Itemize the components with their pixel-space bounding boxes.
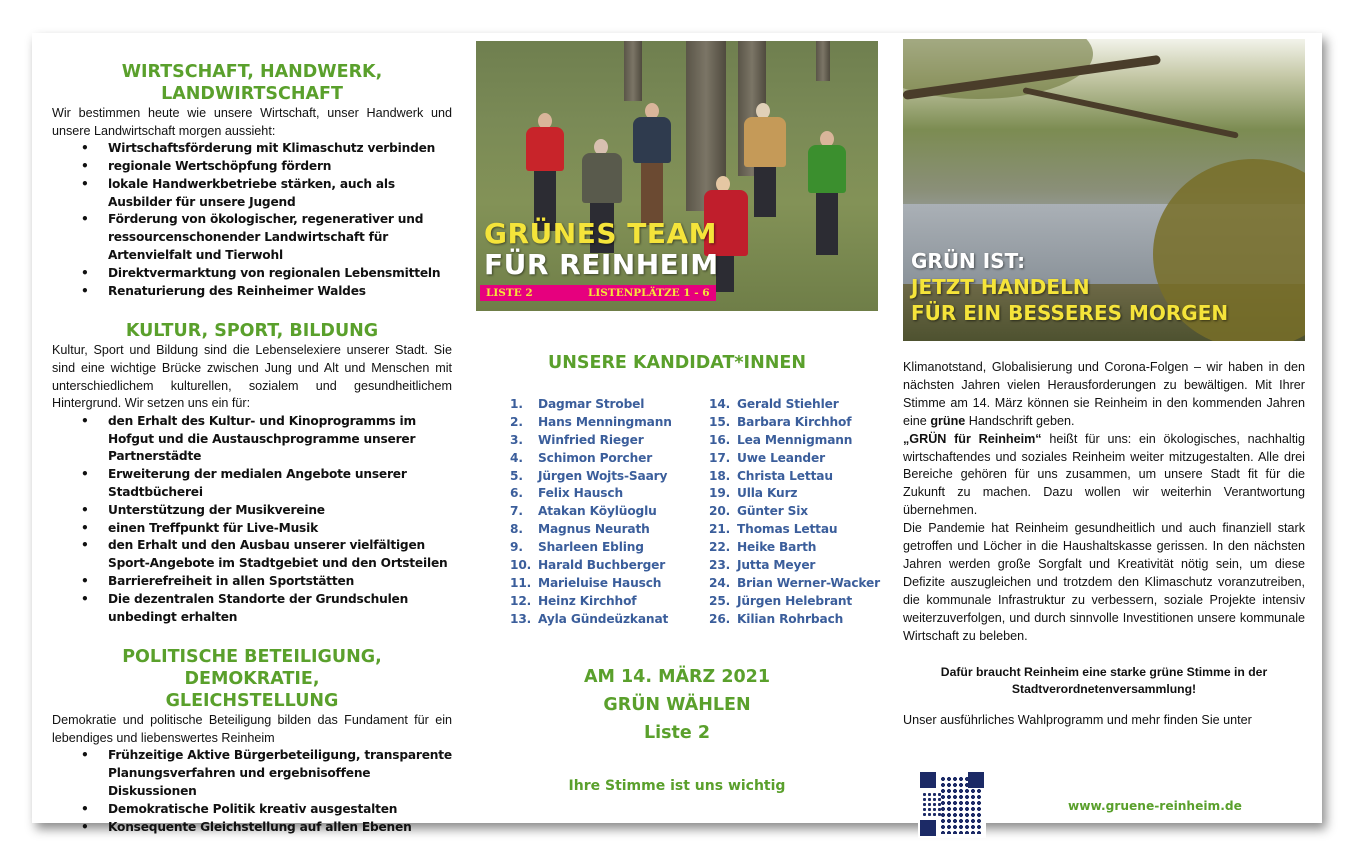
list-places-label: LISTENPLÄTZE 1 - 6 bbox=[588, 287, 710, 299]
branch bbox=[1022, 87, 1238, 139]
candidate-name: Harald Buchberger bbox=[538, 558, 666, 573]
left-column bbox=[52, 61, 452, 836]
photo-headline-2: JETZT HANDELN bbox=[911, 275, 1090, 299]
candidate-name: Schimon Porcher bbox=[538, 450, 653, 465]
candidate-row bbox=[510, 594, 672, 612]
candidate-name: Magnus Neurath bbox=[538, 522, 650, 537]
candidate-row bbox=[510, 540, 672, 558]
bullet-item: • regionale Wertschöpfung fördern bbox=[108, 158, 452, 176]
candidate-number: 2. bbox=[510, 414, 523, 429]
team-photo bbox=[476, 41, 878, 311]
candidate-number: 14. bbox=[709, 397, 731, 411]
paragraph bbox=[903, 359, 1305, 431]
candidate-number: 21. bbox=[709, 522, 731, 537]
candidate-row bbox=[510, 504, 672, 522]
candidate-row bbox=[709, 522, 880, 540]
bullet-item: • den Erhalt und den Ausbau unserer vielfältigen Sport-Angebote im Stadtgebiet und den Ortsteilen bbox=[108, 537, 452, 573]
slogan: Ihre Stimme ist uns wichtig bbox=[568, 778, 786, 794]
candidate-number: 20. bbox=[709, 504, 731, 519]
strong-statement bbox=[903, 664, 1305, 700]
candidates-list bbox=[476, 397, 881, 629]
bullet-item: • Direktvermarktung von regionalen Lebensmitteln bbox=[108, 265, 452, 283]
candidate-number: 22. bbox=[709, 540, 731, 555]
candidate-row bbox=[709, 397, 880, 415]
candidate-row bbox=[709, 469, 880, 487]
candidate-number: 5. bbox=[510, 468, 523, 483]
candidate-row bbox=[709, 504, 880, 522]
candidate-row bbox=[510, 451, 672, 469]
candidate-name: Felix Hausch bbox=[538, 486, 624, 501]
bullet-item: • Frühzeitige Aktive Bürgerbeteiligung, transparente Planungsverfahren und ergebnisoffene Diskussionen bbox=[108, 747, 452, 800]
tree-trunk bbox=[624, 41, 642, 101]
bullet-item: • Barrierefreiheit in allen Sportstätten bbox=[108, 573, 452, 591]
vote-green: GRÜN WÄHLEN bbox=[603, 695, 751, 715]
candidate-name: Kilian Rohrbach bbox=[737, 611, 844, 626]
text-bold: grüne bbox=[930, 413, 966, 428]
title-line: LANDWIRTSCHAFT bbox=[161, 84, 343, 104]
text-span: Handschrift geben. bbox=[965, 413, 1075, 428]
candidate-row bbox=[510, 415, 672, 433]
bullet-item: • Konsequente Gleichstellung auf allen Ebenen bbox=[108, 819, 452, 837]
candidate-row bbox=[510, 397, 672, 415]
section-title-economy bbox=[52, 61, 452, 105]
bullet-item: • Renaturierung des Reinheimer Waldes bbox=[108, 283, 452, 301]
candidate-number: 6. bbox=[510, 486, 523, 501]
candidate-number: 9. bbox=[510, 540, 523, 555]
candidate-number: 11. bbox=[510, 575, 532, 590]
photo-headline-2: FÜR REINHEIM bbox=[484, 248, 719, 281]
tree-trunk bbox=[816, 41, 830, 81]
candidate-name: Günter Six bbox=[737, 504, 809, 519]
candidate-row bbox=[510, 486, 672, 504]
bullet-item: • Förderung von ökologischer, regenerativer und ressourcenschonender Landwirtschaft für Artenvielfalt und Tierwohl bbox=[108, 211, 452, 264]
section-title-culture: KULTUR, SPORT, BILDUNG bbox=[125, 321, 379, 342]
candidate-number: 8. bbox=[510, 522, 523, 537]
candidate-row bbox=[709, 486, 880, 504]
culture-intro: Kultur, Sport und Bildung sind die Lebenselexiere unserer Stadt. Sie sind eine wichtige Brücke zwischen Jung und Alt und Menschen mit unterschiedlichem kulturellen, sozialem und gesundheitlichem Hintergrund. Wir setzen uns ein für: bbox=[52, 343, 452, 411]
candidate-name: Atakan Köylüoglu bbox=[538, 504, 657, 519]
vote-list: Liste 2 bbox=[643, 723, 711, 743]
candidate-row bbox=[709, 558, 880, 576]
lake-photo bbox=[903, 39, 1305, 341]
candidate-number: 18. bbox=[709, 468, 731, 483]
candidate-row bbox=[709, 415, 880, 433]
middle-column bbox=[476, 41, 881, 797]
candidate-name: Lea Mennigmann bbox=[737, 432, 853, 447]
candidate-number: 10. bbox=[510, 558, 532, 573]
candidates-column-1 bbox=[510, 397, 672, 630]
text-span: Klimanotstand, Globalisierung und Corona-Folgen – wir haben in den nächsten Jahren vielen Herausforderungen zu bewältigen. Mit Ihrer Stimme am 14. März können sie Reinheim in den kommenden Jahren eine bbox=[903, 360, 1305, 428]
bullet-item: • Unterstützung der Musikvereine bbox=[108, 502, 452, 520]
candidate-number: 4. bbox=[510, 450, 523, 465]
candidate-row bbox=[709, 433, 880, 451]
culture-bullets bbox=[52, 413, 452, 627]
title-line: WIRTSCHAFT, HANDWERK, bbox=[121, 62, 383, 82]
candidate-name: Brian Werner-Wacker bbox=[737, 575, 881, 590]
candidate-name: Ulla Kurz bbox=[737, 486, 798, 501]
candidate-name: Barbara Kirchhof bbox=[737, 414, 852, 429]
bullet-item: • Erweiterung der medialen Angebote unserer Stadtbücherei bbox=[108, 466, 452, 502]
candidate-row bbox=[709, 540, 880, 558]
right-column bbox=[903, 39, 1305, 727]
candidate-row bbox=[709, 594, 880, 612]
more-info-text: Unser ausführliches Wahlprogramm und mehr finden Sie unter bbox=[903, 713, 1252, 728]
candidate-name: Dagmar Strobel bbox=[538, 397, 645, 411]
text-span: Stadtverordnetenversammlung! bbox=[1011, 682, 1197, 697]
list-label: LISTE 2 bbox=[486, 287, 533, 299]
candidate-name: Hans Menningmann bbox=[538, 414, 672, 429]
website-link[interactable]: www.gruene-reinheim.de bbox=[1068, 799, 1242, 813]
candidates-column-2 bbox=[709, 397, 880, 630]
bullet-item: • einen Treffpunkt für Live-Musik bbox=[108, 520, 452, 538]
candidate-number: 24. bbox=[709, 575, 731, 590]
candidate-number: 23. bbox=[709, 558, 731, 573]
candidate-name: Thomas Lettau bbox=[737, 522, 838, 537]
photo-headline-1: GRÜN IST: bbox=[911, 249, 1026, 273]
qr-code[interactable] bbox=[918, 770, 986, 838]
candidate-name: Heinz Kirchhof bbox=[538, 593, 637, 608]
bullet-item: • Die dezentralen Standorte der Grundschulen unbedingt erhalten bbox=[108, 591, 452, 627]
candidate-row bbox=[510, 469, 672, 487]
candidate-row bbox=[510, 433, 672, 451]
democracy-bullets bbox=[52, 747, 452, 836]
candidate-row bbox=[510, 576, 672, 594]
candidate-number: 26. bbox=[709, 611, 731, 626]
candidate-name: Winfried Rieger bbox=[538, 432, 644, 447]
candidate-number: 13. bbox=[510, 611, 532, 626]
candidate-number: 15. bbox=[709, 414, 731, 429]
candidate-name: Jürgen Wojts-Saary bbox=[538, 468, 668, 483]
candidate-number: 7. bbox=[510, 504, 523, 519]
candidate-name: Sharleen Ebling bbox=[538, 540, 644, 555]
candidate-name: Jürgen Helebrant bbox=[737, 593, 853, 608]
candidate-row bbox=[709, 576, 880, 594]
candidate-name: Gerald Stiehler bbox=[737, 397, 839, 411]
vote-date: AM 14. MÄRZ 2021 bbox=[583, 667, 771, 687]
candidate-number: 17. bbox=[709, 450, 731, 465]
candidate-row bbox=[510, 558, 672, 576]
candidate-number: 3. bbox=[510, 432, 523, 447]
bullet-item: • lokale Handwerkbetriebe stärken, auch als Ausbilder für unsere Jugend bbox=[108, 176, 452, 212]
candidate-name: Ayla Gündeüzkanat bbox=[538, 611, 669, 626]
photo-headline-3: FÜR EIN BESSERES MORGEN bbox=[911, 301, 1229, 325]
bullet-item: • Demokratische Politik kreativ ausgestalten bbox=[108, 801, 452, 819]
title-line: GLEICHSTELLUNG bbox=[165, 691, 339, 712]
candidate-number: 1. bbox=[510, 397, 523, 411]
photo-headline-1: GRÜNES TEAM bbox=[484, 217, 718, 250]
main-text bbox=[903, 359, 1305, 727]
candidate-name: Uwe Leander bbox=[737, 450, 825, 465]
democracy-intro: Demokratie und politische Beteiligung bilden das Fundament für ein lebendiges und liebenswertes Reinheim bbox=[52, 713, 452, 745]
bullet-item: • Wirtschaftsförderung mit Klimaschutz verbinden bbox=[108, 140, 452, 158]
paragraph: Die Pandemie hat Reinheim gesundheitlich und auch finanziell stark getroffen und Löcher in die Haushaltskasse gerissen. In den nächsten Jahren werden große Sorgfalt und Kreativität nötig sein, um diese Defizite auszugleichen und trotzdem den Klimaschutz voranzutreiben, die kommunale Infrastruktur zu verbessern, soziale Projekte intensiv weiterzuverfolgen, und durch sinnvolle Investitionen unsere kommunale Wirtschaft zu beleben. bbox=[903, 521, 1305, 643]
candidate-row bbox=[709, 612, 880, 630]
candidate-number: 25. bbox=[709, 593, 731, 608]
candidate-number: 12. bbox=[510, 593, 532, 608]
qr-pattern bbox=[922, 792, 942, 816]
text-span: heißt für uns: ein ökologisches, nachhaltig wirtschaftendes und soziales Reinheim weiter mitzugestalten. Alle drei Bereiche gehören für uns zusammen, um unsere Stadt fit für die Zukunft zu machen. Dazu wollen wir weiterhin Verantwortung übernehmen. bbox=[903, 431, 1305, 518]
paragraph bbox=[903, 431, 1305, 521]
economy-intro: Wir bestimmen heute wie unsere Wirtschaft, unser Handwerk und unsere Landwirtschaft morgen aussieht: bbox=[52, 106, 452, 138]
candidate-name: Christa Lettau bbox=[737, 468, 833, 483]
vote-call bbox=[476, 663, 878, 747]
candidate-row bbox=[510, 612, 672, 630]
text-span: Dafür braucht Reinheim eine starke grüne Stimme in der bbox=[940, 664, 1268, 679]
candidate-name: Heike Barth bbox=[737, 540, 817, 555]
flyer-sheet bbox=[32, 33, 1322, 834]
title-line: POLITISCHE BETEILIGUNG, DEMOKRATIE, bbox=[122, 647, 382, 690]
candidate-number: 16. bbox=[709, 432, 731, 447]
economy-bullets bbox=[52, 140, 452, 300]
text-bold: „GRÜN für Reinheim“ bbox=[903, 431, 1042, 446]
bullet-item: • den Erhalt des Kultur- und Kinoprogramms im Hofgut und die Austauschprogramme unserer Partnerstädte bbox=[108, 413, 452, 466]
candidate-name: Jutta Meyer bbox=[737, 558, 816, 573]
candidate-name: Marieluise Hausch bbox=[538, 575, 662, 590]
candidates-title: UNSERE KANDIDAT*INNEN bbox=[548, 353, 806, 373]
candidate-row bbox=[709, 451, 880, 469]
candidate-row bbox=[510, 522, 672, 540]
qr-pattern bbox=[940, 776, 982, 834]
list-banner bbox=[480, 285, 716, 301]
section-title-democracy bbox=[52, 646, 452, 712]
candidate-number: 19. bbox=[709, 486, 731, 501]
